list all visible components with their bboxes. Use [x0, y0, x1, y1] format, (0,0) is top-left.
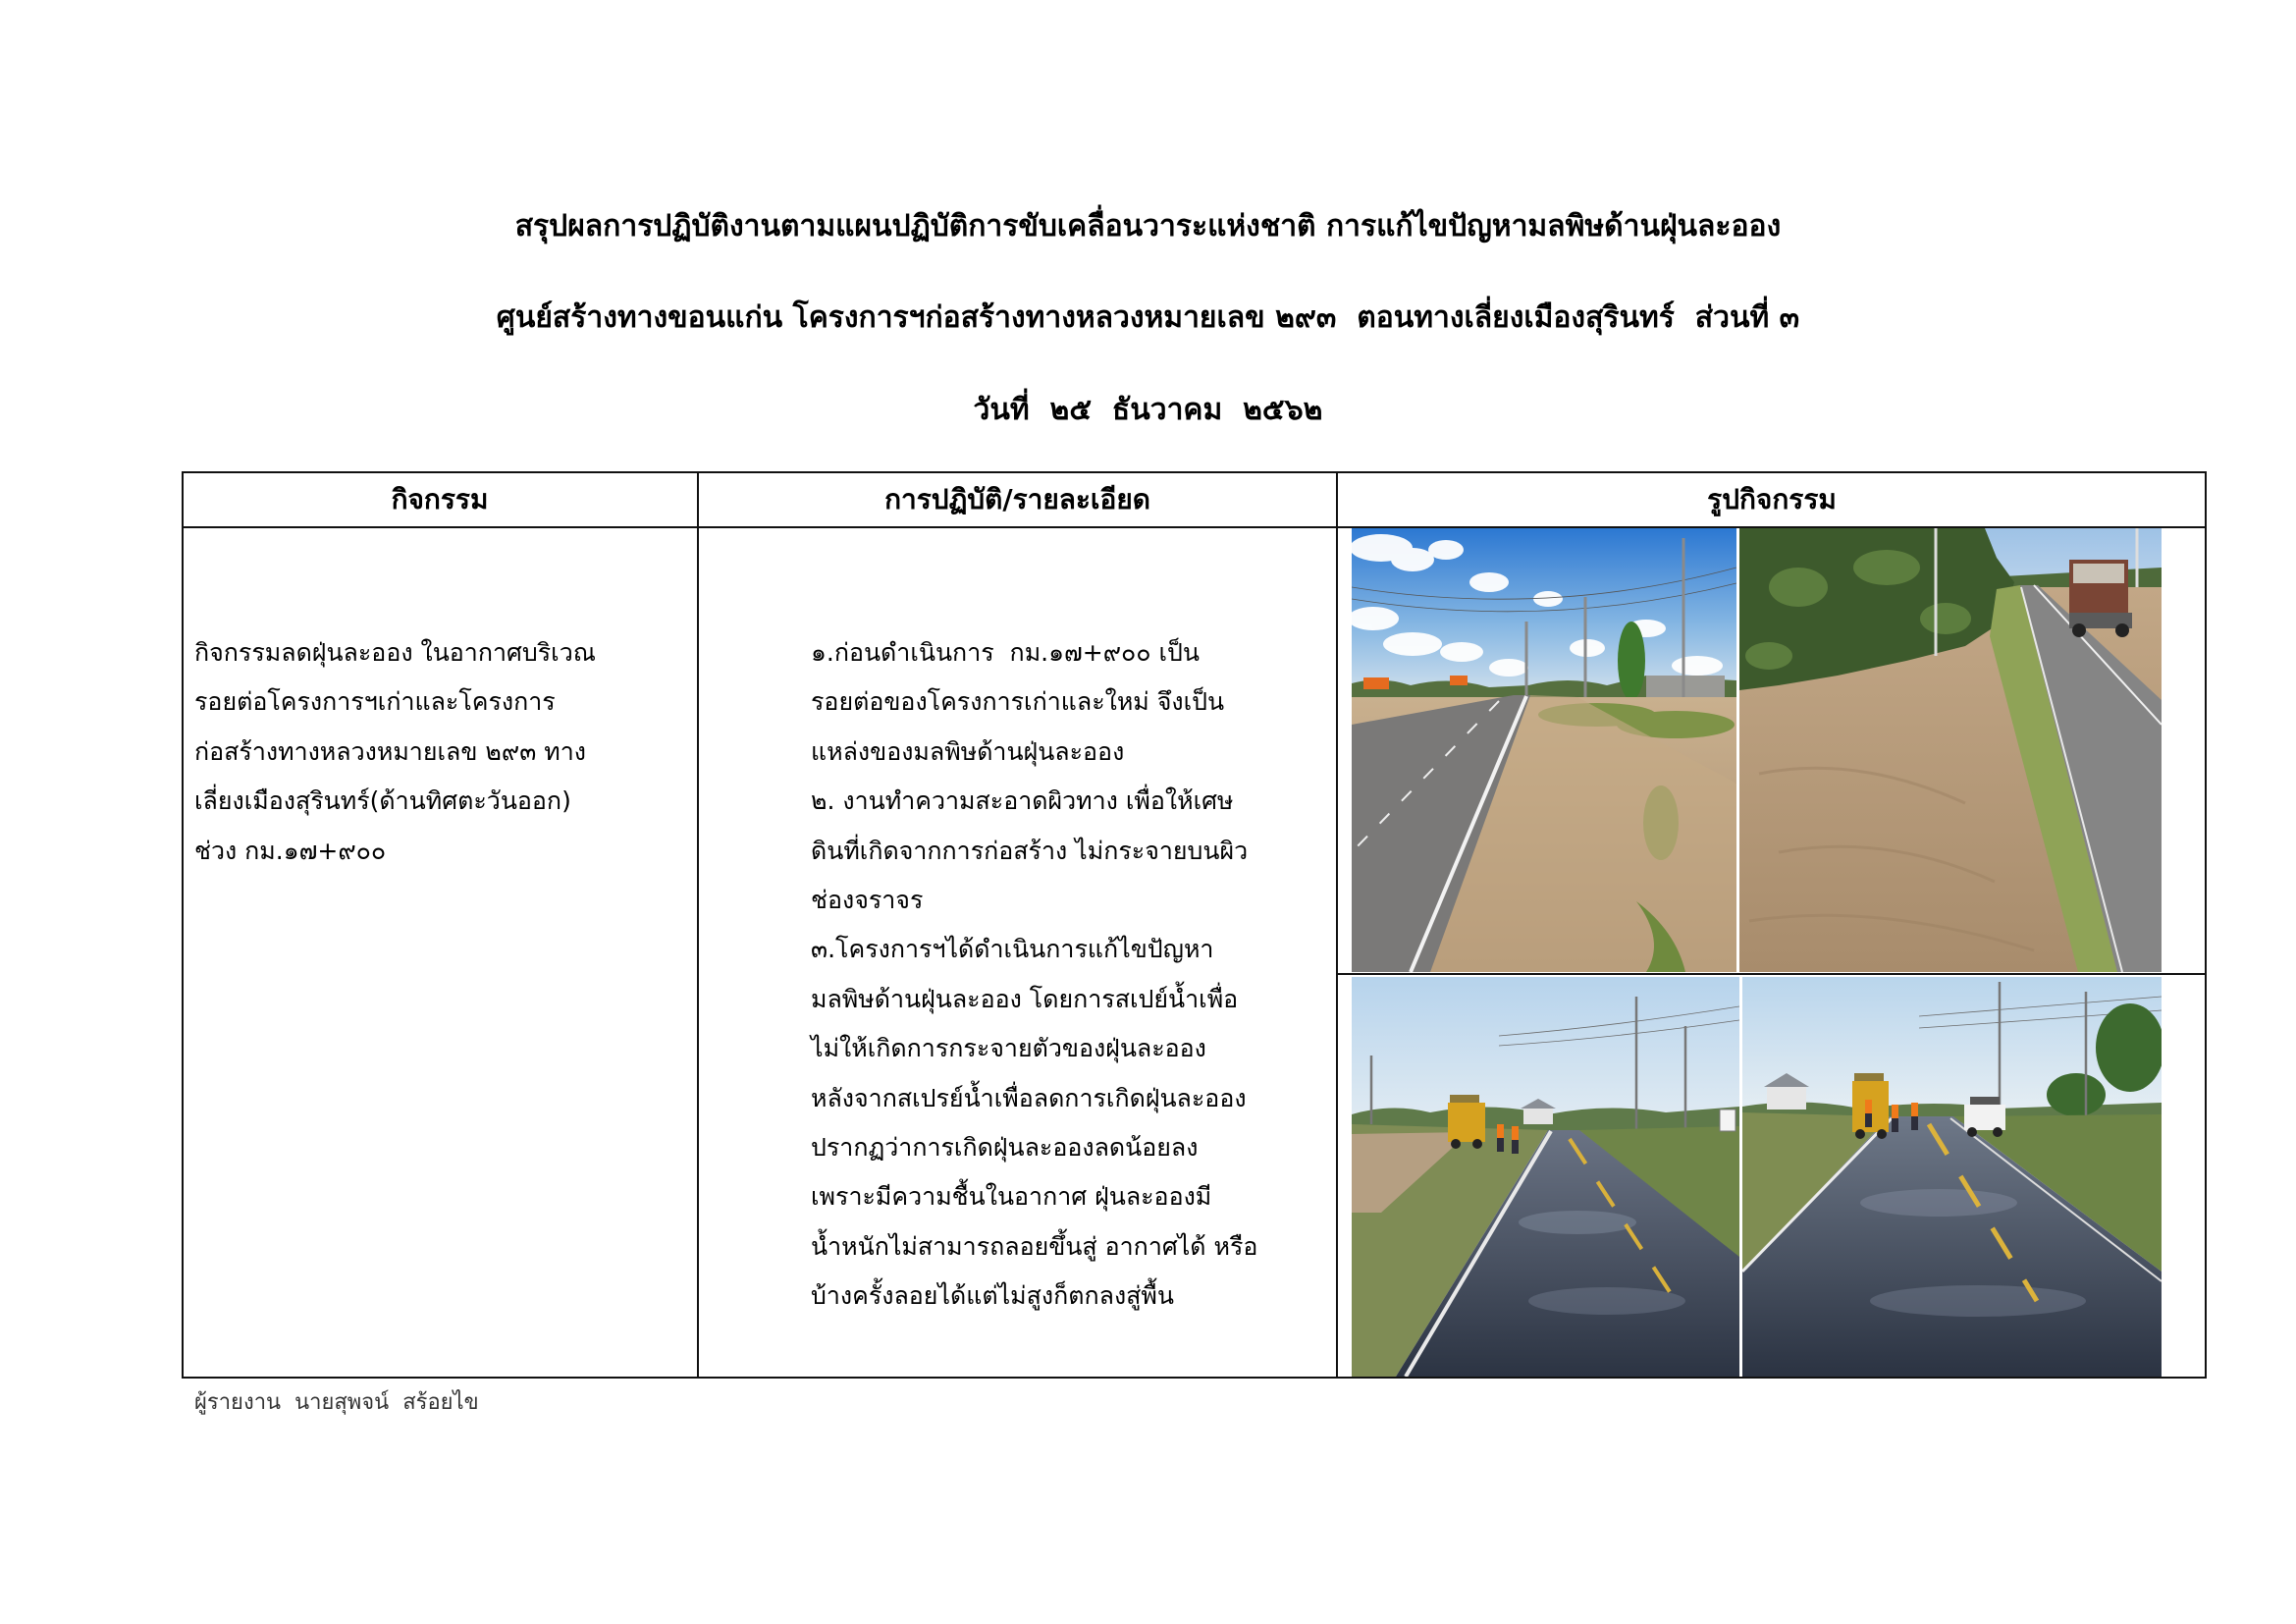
detail-text-line: ๑.ก่อนดำเนินการ กม.๑๗+๙๐๐ เป็น [811, 638, 1201, 667]
detail-text-line: บ้างครั้งลอยได้แต่ไม่สูงก็ตกลงสู่พื้น [811, 1281, 1174, 1311]
detail-text-line: ปรากฏว่าการเกิดฝุ่นละอองลดน้อยลง [811, 1132, 1199, 1162]
activity-text-line: กิจกรรมลดฝุ่นละออง ในอากาศบริเวณ [194, 638, 596, 667]
detail-text-line: น้ำหนักไม่สามารถลอยขึ้นสู่ อากาศได้ หรือ [811, 1231, 1258, 1261]
activity-photo-2 [1739, 528, 2162, 972]
table-column-divider [697, 471, 699, 1379]
activity-text-line: รอยต่อโครงการฯเก่าและโครงการ [194, 687, 556, 717]
document-title: สรุปผลการปฏิบัติงานตามแผนปฏิบัติการขับเคลื่อนวาระแห่งชาติ การแก้ไขปัญหามลพิษด้านฝุ่นละออง [514, 209, 1782, 244]
photo-row-divider [1337, 973, 2207, 975]
activity-description [194, 628, 596, 876]
detail-text-line: มลพิษด้านฝุ่นละออง โดยการสเปย์น้ำเพื่อ [811, 984, 1239, 1013]
header-details: การปฏิบัติ/รายละเอียด [884, 483, 1150, 515]
detail-text-line: ๒. งานทำความสะอาดผิวทาง เพื่อให้เศษ [811, 786, 1234, 816]
activity-text-line: ช่วง กม.๑๗+๙๐๐ [194, 836, 387, 865]
document-subtitle: ศูนย์สร้างทางขอนแก่น โครงการฯก่อสร้างทางหลวงหมายเลข ๒๙๓ ตอนทางเลี่ยงเมืองสุรินทร์ ส่วนที่ ๓ [496, 300, 1800, 335]
detail-text-line: หลังจากสเปรย์น้ำเพื่อลดการเกิดฝุ่นละออง [811, 1083, 1247, 1112]
detail-text-line: แหล่งของมลพิษด้านฝุ่นละออง [811, 736, 1125, 766]
activity-photo-4 [1742, 977, 2162, 1377]
reporter-signature-line: ผู้รายงาน นายสุพจน์ สร้อยไข [194, 1390, 479, 1415]
detail-text-line: ๓.โครงการฯได้ดำเนินการแก้ไขปัญหา [811, 935, 1214, 964]
activity-text-line: เลี่ยงเมืองสุรินทร์(ด้านทิศตะวันออก) [194, 786, 571, 816]
detail-text-line: เพราะมีความชื้นในอากาศ ฝุ่นละอองมี [811, 1182, 1212, 1212]
details-description [811, 628, 1257, 1321]
document-date: วันที่ ๒๕ ธันวาคม ๒๕๖๒ [973, 393, 1323, 427]
activity-text-line: ก่อสร้างทางหลวงหมายเลข ๒๙๓ ทาง [194, 736, 586, 766]
header-photos: รูปกิจกรรม [1707, 483, 1837, 515]
detail-text-line: ช่องจราจร [811, 885, 924, 914]
activity-photo-1 [1352, 528, 1736, 972]
detail-text-line: รอยต่อของโครงการเก่าและใหม่ จึงเป็น [811, 687, 1225, 717]
table-column-divider [1336, 471, 1338, 1379]
header-activity: กิจกรรม [391, 483, 489, 515]
detail-text-line: ดินที่เกิดจากการก่อสร้าง ไม่กระจายบนผิว [811, 836, 1249, 865]
activity-photo-3 [1352, 977, 1739, 1377]
detail-text-line: ไม่ให้เกิดการกระจายตัวของฝุ่นละออง [811, 1034, 1206, 1063]
